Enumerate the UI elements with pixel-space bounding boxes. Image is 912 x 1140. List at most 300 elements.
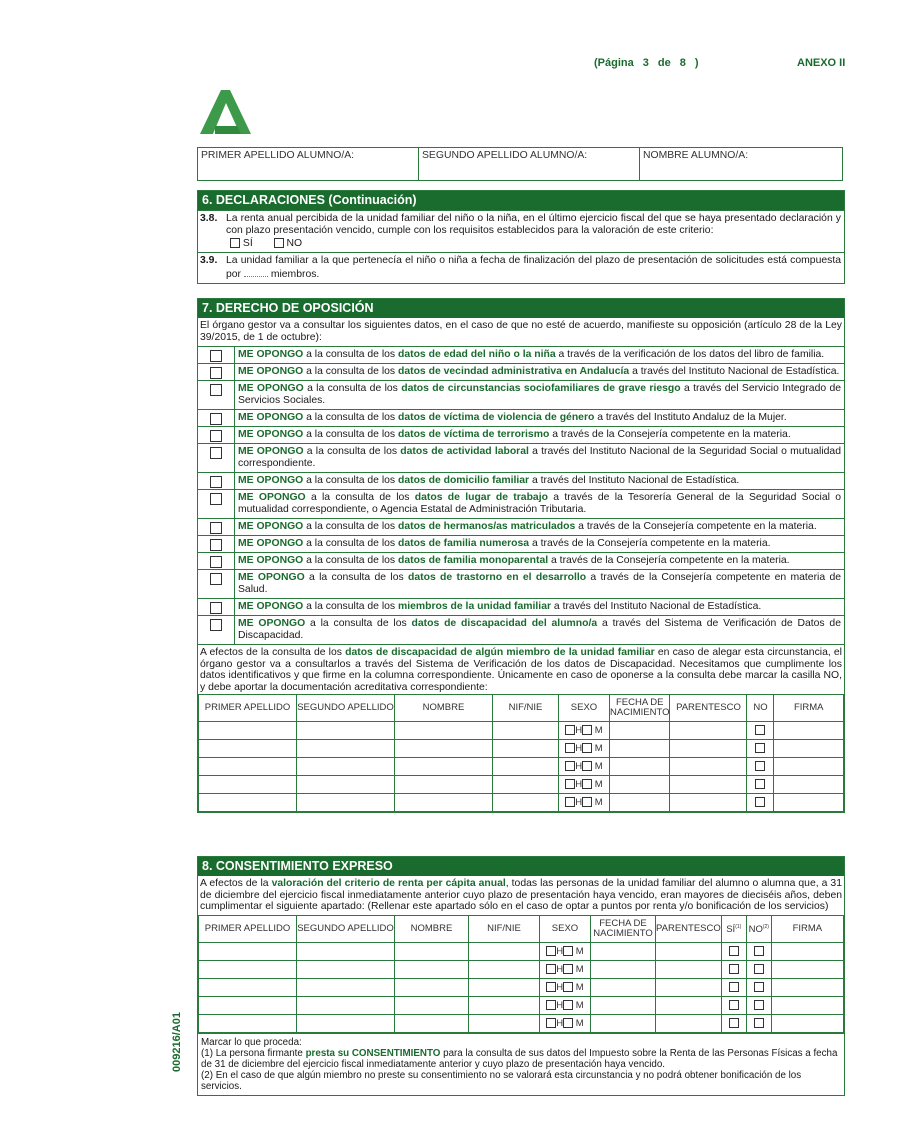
disability-note-bold: datos de discapacidad de algún miembro de la unidad familiar <box>345 647 655 658</box>
oppose-checkbox[interactable] <box>210 384 222 396</box>
row-post: a través de la Consejería competente en la materia. <box>531 538 771 549</box>
nif-input[interactable] <box>493 776 559 794</box>
name-input[interactable] <box>395 996 469 1014</box>
no-checkbox[interactable] <box>754 1018 764 1028</box>
opposition-text <box>235 444 844 472</box>
sex-m-checkbox[interactable] <box>582 779 592 789</box>
nif-input[interactable] <box>469 960 540 978</box>
sex-m-label: M <box>594 761 603 772</box>
signature-input[interactable] <box>774 722 844 740</box>
opposition-text <box>235 570 844 598</box>
relationship-input[interactable] <box>670 794 747 812</box>
opposition-text <box>235 599 844 615</box>
nif-input[interactable] <box>493 740 559 758</box>
checkbox-cell <box>198 427 235 443</box>
row-subject: miembros de la unidad familiar <box>398 601 552 612</box>
oppose-label: ME OPONGO <box>238 555 304 566</box>
checkbox-cell <box>198 381 235 409</box>
no-checkbox[interactable] <box>754 964 764 974</box>
oppose-label: ME OPONGO <box>238 492 306 503</box>
row-post: a través del Instituto Andaluz de la Mujer. <box>597 412 787 423</box>
col-first-surname: PRIMER APELLIDO <box>199 915 297 942</box>
col-name: NOMBRE <box>395 695 493 722</box>
no-checkbox[interactable] <box>754 1000 764 1010</box>
sex-h-checkbox[interactable] <box>565 761 575 771</box>
footnote-title: Marcar lo que proceda: <box>201 1036 302 1048</box>
yes-cell <box>721 1014 746 1032</box>
table-row <box>199 942 844 960</box>
sex-cell <box>559 776 610 794</box>
sex-m-checkbox[interactable] <box>582 743 592 753</box>
no-cell <box>747 758 774 776</box>
section-8-intro <box>198 876 844 915</box>
first-surname-input[interactable] <box>199 794 297 812</box>
checkbox-cell <box>198 519 235 535</box>
sex-h-label: H <box>556 1017 564 1029</box>
birth-date-input[interactable] <box>610 758 670 776</box>
opposition-row <box>198 569 844 598</box>
table-row <box>199 1014 844 1032</box>
first-surname-input[interactable] <box>199 722 297 740</box>
name-input[interactable] <box>395 960 469 978</box>
no-checkbox[interactable] <box>755 743 765 753</box>
col-nif: NIF/NIE <box>493 695 559 722</box>
sex-h-label: H <box>575 797 583 808</box>
student-name-field[interactable] <box>640 148 843 181</box>
row-pre: a la consulta de los <box>306 601 396 612</box>
consent-footnotes <box>198 1033 844 1095</box>
sex-cell <box>540 942 591 960</box>
sex-h-label: H <box>575 743 583 754</box>
no-cell <box>747 722 774 740</box>
row-post: a través del Instituto Nacional de Estadística. <box>632 366 840 377</box>
item-3-9-suffix: miembros. <box>270 269 320 280</box>
yes-checkbox[interactable] <box>230 238 240 248</box>
section-consent <box>197 856 845 1096</box>
checkbox-cell <box>198 616 235 644</box>
nif-input[interactable] <box>493 722 559 740</box>
disability-note <box>198 644 844 694</box>
col-nif: NIF/NIE <box>469 915 540 942</box>
oppose-label: ME OPONGO <box>238 475 304 486</box>
nif-input[interactable] <box>493 794 559 812</box>
row-post: a través del Instituto Nacional de Estadística. <box>553 601 762 612</box>
opposition-row <box>198 518 844 535</box>
row-post: a través de la verificación de los datos del libro de familia. <box>558 349 825 360</box>
sex-cell <box>540 960 591 978</box>
sex-h-checkbox[interactable] <box>565 725 575 735</box>
birth-date-input[interactable] <box>591 1014 656 1032</box>
oppose-label: ME OPONGO <box>238 366 304 377</box>
row-subject: datos de lugar de trabajo <box>414 492 548 503</box>
oppose-checkbox[interactable] <box>210 430 222 442</box>
name-input[interactable] <box>395 794 493 812</box>
yes-checkbox[interactable] <box>729 982 739 992</box>
checkbox-cell <box>198 347 235 363</box>
sex-h-checkbox[interactable] <box>546 1018 556 1028</box>
table-row <box>199 794 844 812</box>
disability-table-body <box>199 722 844 812</box>
intro-b: , todas las personas de la unidad familiar del alumno o alumna que, a 31 de diciembre del ejercicio fiscal inmediatamente anterior cuyo plazo de presentación haya vencido, eran mayores de dieciséis años, deben cumplimentar el siguiente apartado: (Rellenar este apartado sólo en el caso de optar a puntos por renta y/o bonificación de los servicios) <box>200 878 842 912</box>
name-input[interactable] <box>395 722 493 740</box>
page-current: 3 <box>642 57 649 69</box>
disability-note-a: A efectos de la consulta de los <box>200 647 342 658</box>
opposition-row <box>198 472 844 489</box>
row-pre: a la consulta de los <box>306 429 396 440</box>
col-no: NO <box>747 695 774 722</box>
section-7-title: 7. DERECHO DE OPOSICIÓN <box>198 299 844 318</box>
second-surname-input[interactable] <box>297 722 395 740</box>
table-row <box>199 960 844 978</box>
birth-date-input[interactable] <box>610 740 670 758</box>
second-surname-input[interactable] <box>297 740 395 758</box>
sex-h-label: H <box>556 945 564 957</box>
page-indicator <box>594 57 699 69</box>
row-pre: a la consulta de los <box>306 349 396 360</box>
sex-m-checkbox[interactable] <box>563 1000 573 1010</box>
sex-h-label: H <box>575 761 583 772</box>
row-subject: datos de trastorno en el desarrollo <box>408 572 587 583</box>
table-row <box>199 996 844 1014</box>
opposition-row <box>198 489 844 518</box>
first-surname-input[interactable] <box>199 942 297 960</box>
oppose-checkbox[interactable] <box>210 413 222 425</box>
yes-checkbox[interactable] <box>729 1000 739 1010</box>
row-post: a través del Instituto Nacional de Estadística. <box>531 475 740 486</box>
relationship-input[interactable] <box>670 758 747 776</box>
footnote-2: (2) En el caso de que algún miembro no preste su consentimiento no se valorará esta circunstancia y no podrá obtener bonificación de los servicios. <box>201 1069 802 1092</box>
col-no-label: NO <box>748 924 763 936</box>
footnote-1-bold: presta su CONSENTIMIENTO <box>305 1047 441 1059</box>
checkbox-cell <box>198 536 235 552</box>
yes-checkbox[interactable] <box>729 964 739 974</box>
oppose-label: ME OPONGO <box>238 538 304 549</box>
no-cell <box>746 960 771 978</box>
oppose-label: ME OPONGO <box>238 572 305 583</box>
sex-h-label: H <box>575 779 583 790</box>
col-signature: FIRMA <box>771 915 843 942</box>
opposition-row <box>198 426 844 443</box>
row-subject: datos de hermanos/as matriculados <box>398 521 576 532</box>
signature-input[interactable] <box>774 758 844 776</box>
consent-table <box>198 915 844 1033</box>
sex-m-checkbox[interactable] <box>563 964 573 974</box>
sex-h-checkbox[interactable] <box>546 982 556 992</box>
item-number: 3.9. <box>200 255 218 266</box>
sex-h-label: H <box>556 981 564 993</box>
oppose-label: ME OPONGO <box>238 446 304 457</box>
checkbox-cell <box>198 473 235 489</box>
item-3-8-text: La renta anual percibida de la unidad familiar del niño o la niña, en el último ejercicio fiscal del que se haya presentado declaración y con plazo presentación vencido, cumple con los requisitos establecidos para la valoración de este criterio: <box>226 213 841 236</box>
nif-input[interactable] <box>493 758 559 776</box>
nif-input[interactable] <box>469 978 540 996</box>
signature-input[interactable] <box>771 978 843 996</box>
members-count-field[interactable] <box>244 267 268 277</box>
sex-h-checkbox[interactable] <box>546 1000 556 1010</box>
first-surname-input[interactable] <box>199 960 297 978</box>
yes-checkbox[interactable] <box>729 1018 739 1028</box>
checkbox-cell <box>198 364 235 380</box>
disability-table <box>198 694 844 812</box>
opposition-text <box>235 381 844 409</box>
relationship-input[interactable] <box>670 740 747 758</box>
oppose-checkbox[interactable] <box>210 522 222 534</box>
intro-a: A efectos de la <box>200 878 269 889</box>
second-surname-input[interactable] <box>297 794 395 812</box>
no-checkbox[interactable] <box>274 238 284 248</box>
item-3-9-text: La unidad familiar a la que pertenecía el niño o niña a fecha de finalización del plazo de presentación de solicitudes está compuesta por <box>226 255 841 280</box>
row-pre: a la consulta de los <box>306 538 396 549</box>
row-subject: datos de víctima de terrorismo <box>398 429 550 440</box>
oppose-checkbox[interactable] <box>210 476 222 488</box>
relationship-input[interactable] <box>670 776 747 794</box>
opposition-text <box>235 347 844 363</box>
second-surname-input[interactable] <box>297 776 395 794</box>
col-no <box>746 915 771 942</box>
sex-m-label: M <box>594 725 603 736</box>
row-pre: a la consulta de los <box>310 492 410 503</box>
opposition-row <box>198 363 844 380</box>
nif-input[interactable] <box>469 996 540 1014</box>
birth-date-input[interactable] <box>591 978 656 996</box>
col-sex: SEXO <box>559 695 610 722</box>
second-surname-input[interactable] <box>297 960 395 978</box>
checkbox-cell <box>198 410 235 426</box>
birth-date-input[interactable] <box>610 794 670 812</box>
form-code: 009216/A01 <box>171 1012 183 1072</box>
col-signature: FIRMA <box>774 695 844 722</box>
table-row <box>199 776 844 794</box>
no-cell <box>746 978 771 996</box>
no-checkbox[interactable] <box>754 982 764 992</box>
name-input[interactable] <box>395 776 493 794</box>
signature-input[interactable] <box>771 942 843 960</box>
sex-h-label: H <box>556 999 564 1011</box>
no-cell <box>747 740 774 758</box>
sex-cell <box>559 758 610 776</box>
no-checkbox[interactable] <box>755 779 765 789</box>
consent-table-body <box>199 942 844 1032</box>
sex-h-label: H <box>556 963 564 975</box>
opposition-row <box>198 552 844 569</box>
yes-checkbox[interactable] <box>729 946 739 956</box>
sex-h-checkbox[interactable] <box>546 946 556 956</box>
oppose-checkbox[interactable] <box>210 493 222 505</box>
signature-input[interactable] <box>774 740 844 758</box>
yes-label: SÍ <box>242 238 253 249</box>
checkbox-cell <box>198 570 235 598</box>
oppose-label: ME OPONGO <box>238 349 304 360</box>
sex-m-checkbox[interactable] <box>582 797 592 807</box>
oppose-checkbox[interactable] <box>210 367 222 379</box>
row-subject: datos de vecindad administrativa en Andalucía <box>398 366 630 377</box>
first-surname-input[interactable] <box>199 776 297 794</box>
sex-m-label: M <box>575 963 584 975</box>
oppose-checkbox[interactable] <box>210 619 222 631</box>
sex-m-checkbox[interactable] <box>563 982 573 992</box>
opposition-text <box>235 427 844 443</box>
col-yes-label: SÍ <box>726 924 736 936</box>
col-birth-date: FECHA DE NACIMIENTO <box>610 695 670 722</box>
no-checkbox[interactable] <box>755 761 765 771</box>
student-names-table <box>197 147 843 181</box>
relationship-input[interactable] <box>656 960 722 978</box>
yes-cell <box>721 996 746 1014</box>
relationship-input[interactable] <box>656 1014 722 1032</box>
no-label: NO <box>286 238 303 249</box>
col-no-sup: (2) <box>762 923 769 930</box>
opposition-row <box>198 443 844 472</box>
name-input[interactable] <box>395 758 493 776</box>
second-surname-input[interactable] <box>297 1014 395 1032</box>
second-surname-input[interactable] <box>297 942 395 960</box>
item-body <box>226 253 844 283</box>
row-subject: datos de discapacidad del alumno/a <box>411 618 598 629</box>
sex-cell <box>559 740 610 758</box>
relationship-input[interactable] <box>670 722 747 740</box>
opposition-row <box>198 380 844 409</box>
name-input[interactable] <box>395 978 469 996</box>
oppose-checkbox[interactable] <box>210 573 222 585</box>
birth-date-input[interactable] <box>610 776 670 794</box>
first-surname-field[interactable] <box>198 148 419 181</box>
second-surname-input[interactable] <box>297 996 395 1014</box>
sex-m-label: M <box>594 779 603 790</box>
row-post: a través del Sistema de Verificación de Datos de Discapacidad. <box>238 618 841 641</box>
page-close: ) <box>694 57 699 69</box>
nif-input[interactable] <box>469 1014 540 1032</box>
oppose-label: ME OPONGO <box>238 521 304 532</box>
sex-m-checkbox[interactable] <box>563 946 573 956</box>
opposition-row <box>198 615 844 644</box>
yes-cell <box>721 978 746 996</box>
name-input[interactable] <box>395 740 493 758</box>
no-checkbox[interactable] <box>755 725 765 735</box>
oppose-label: ME OPONGO <box>238 601 304 612</box>
opposition-text <box>235 616 844 644</box>
second-surname-label: SEGUNDO APELLIDO ALUMNO/A: <box>422 150 588 161</box>
second-surname-input[interactable] <box>297 758 395 776</box>
section-6-title: 6. DECLARACIONES (Continuación) <box>198 191 844 210</box>
row-pre: a la consulta de los <box>306 555 396 566</box>
col-second-surname: SEGUNDO APELLIDO <box>297 695 395 722</box>
sex-h-checkbox[interactable] <box>565 779 575 789</box>
name-input[interactable] <box>395 942 469 960</box>
opposition-text <box>235 553 844 569</box>
yes-cell <box>721 942 746 960</box>
no-cell <box>746 1014 771 1032</box>
footnote-1-b: para la consulta de sus datos del Impuesto sobre la Renta de las Personas Físicas a fecha de 31 de diciembre del ejercicio fiscal inmediatamente anterior y cuyo plazo de presentación haya vencido. <box>201 1047 838 1070</box>
sex-m-checkbox[interactable] <box>582 725 592 735</box>
col-relationship: PARENTESCO <box>656 915 722 942</box>
sex-h-checkbox[interactable] <box>565 797 575 807</box>
sex-cell <box>540 1014 591 1032</box>
relationship-input[interactable] <box>656 996 722 1014</box>
row-pre: a la consulta de los <box>309 572 404 583</box>
opposition-row <box>198 598 844 615</box>
col-sex: SEXO <box>540 915 591 942</box>
page-label: (Página <box>594 57 634 69</box>
second-surname-input[interactable] <box>297 978 395 996</box>
oppose-checkbox[interactable] <box>210 447 222 459</box>
row-subject: datos de víctima de violencia de género <box>398 412 595 423</box>
row-pre: a la consulta de los <box>306 521 396 532</box>
oppose-label: ME OPONGO <box>238 618 306 629</box>
col-yes <box>721 915 746 942</box>
no-checkbox[interactable] <box>755 797 765 807</box>
table-row <box>199 740 844 758</box>
sex-m-checkbox[interactable] <box>582 761 592 771</box>
first-surname-input[interactable] <box>199 1014 297 1032</box>
birth-date-input[interactable] <box>591 942 656 960</box>
table-row <box>199 722 844 740</box>
oppose-checkbox[interactable] <box>210 602 222 614</box>
row-subject: datos de edad del niño o la niña <box>398 349 556 360</box>
checkbox-cell <box>198 599 235 615</box>
sex-m-label: M <box>575 1017 584 1029</box>
sex-h-checkbox[interactable] <box>546 964 556 974</box>
oppose-label: ME OPONGO <box>238 383 304 394</box>
col-yes-sup: (1) <box>735 923 742 930</box>
checkbox-cell <box>198 490 235 518</box>
nif-input[interactable] <box>469 942 540 960</box>
col-first-surname: PRIMER APELLIDO <box>199 695 297 722</box>
checkbox-cell <box>198 553 235 569</box>
oppose-checkbox[interactable] <box>210 350 222 362</box>
name-input[interactable] <box>395 1014 469 1032</box>
signature-input[interactable] <box>771 1014 843 1032</box>
sex-m-label: M <box>575 945 584 957</box>
row-pre: a la consulta de los <box>310 618 407 629</box>
row-post: a través de la Consejería competente en la materia. <box>578 521 817 532</box>
col-name: NOMBRE <box>395 915 469 942</box>
section-opposition <box>197 298 845 813</box>
student-name-label: NOMBRE ALUMNO/A: <box>643 150 749 161</box>
row-pre: a la consulta de los <box>306 475 396 486</box>
relationship-input[interactable] <box>656 978 722 996</box>
signature-input[interactable] <box>774 776 844 794</box>
row-post: a través de la Consejería competente en la materia. <box>551 555 790 566</box>
col-birth-date: FECHA DE NACIMIENTO <box>591 915 656 942</box>
row-post: a través del Servicio Integrado de Servicios Sociales. <box>238 383 842 406</box>
sex-h-checkbox[interactable] <box>565 743 575 753</box>
first-surname-input[interactable] <box>199 996 297 1014</box>
sex-cell <box>540 978 591 996</box>
annex-label: ANEXO II <box>797 57 846 69</box>
signature-input[interactable] <box>771 996 843 1014</box>
second-surname-field[interactable] <box>419 148 640 181</box>
row-post: a través de la Consejería competente en la materia. <box>552 429 791 440</box>
oppose-checkbox[interactable] <box>210 556 222 568</box>
relationship-input[interactable] <box>656 942 722 960</box>
oppose-checkbox[interactable] <box>210 539 222 551</box>
signature-input[interactable] <box>774 794 844 812</box>
first-surname-input[interactable] <box>199 740 297 758</box>
birth-date-input[interactable] <box>591 996 656 1014</box>
page-of: de <box>657 57 671 69</box>
row-pre: a la consulta de los <box>306 446 398 457</box>
section-7-intro: El órgano gestor va a consultar los siguientes datos, en el caso de que no esté de acuerdo, manifieste su opposición (artículo 28 de la Ley 39/2015, de 1 de octubre): <box>200 320 842 343</box>
sex-m-checkbox[interactable] <box>563 1018 573 1028</box>
row-subject: datos de actividad laboral <box>400 446 529 457</box>
first-surname-input[interactable] <box>199 978 297 996</box>
birth-date-input[interactable] <box>591 960 656 978</box>
signature-input[interactable] <box>771 960 843 978</box>
first-surname-input[interactable] <box>199 758 297 776</box>
footnote-1 <box>201 1048 841 1070</box>
no-checkbox[interactable] <box>754 946 764 956</box>
birth-date-input[interactable] <box>610 722 670 740</box>
